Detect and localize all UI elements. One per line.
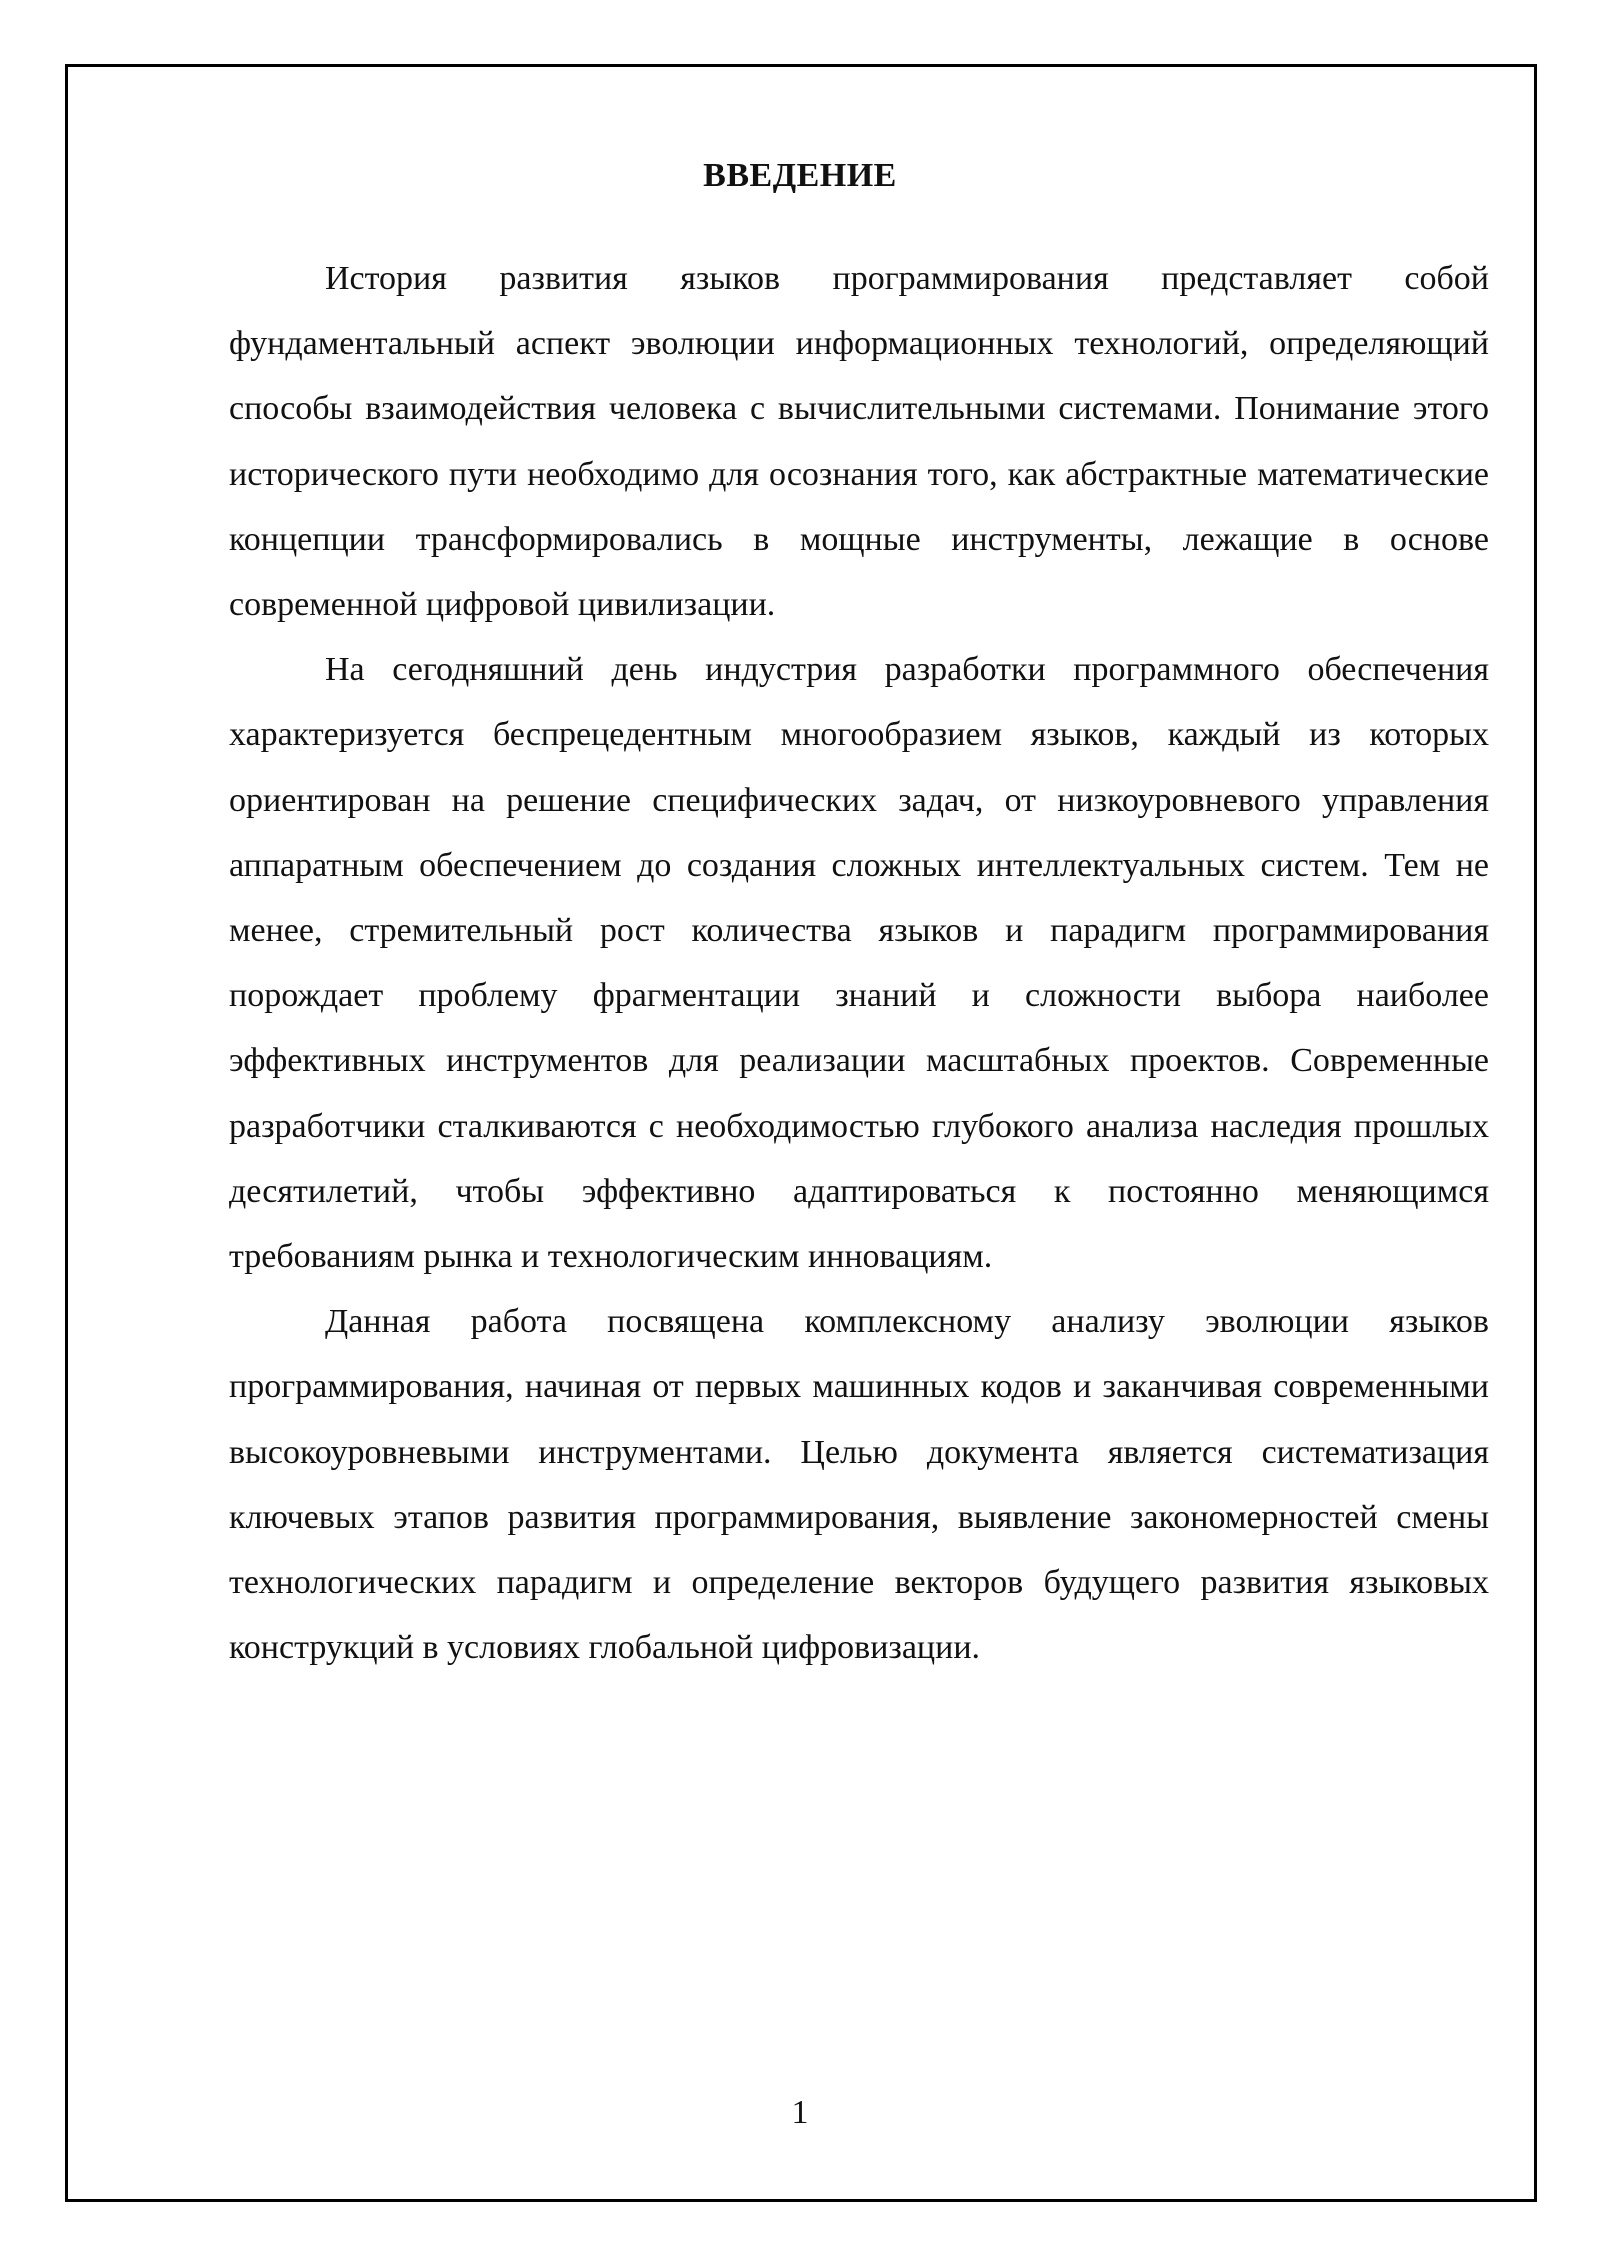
paragraph-2: На сегодняшний день индустрия разработки программного обеспечения характеризуется беспрецедентным многообразием языков, каждый из которых ориентирован на решение специфических задач, от низкоуровневого управления аппаратным обеспечением до создания сложных интеллектуальных систем. Тем не менее, стремительный рост количества языков и парадигм программирования порождает проблему фрагментации знаний и сложности выбора наиболее эффективных инструментов для реализации масштабных проектов. Современные разработчики сталкиваются с необходимостью глубокого анализа наследия прошлых десятилетий, чтобы эффективно адаптироваться к постоянно меняющимся требованиям рынка и технологическим инновациям.: [229, 651, 1489, 1276]
page-title: ВВЕДЕНИЕ: [703, 157, 897, 194]
page-number: 1: [791, 2094, 809, 2131]
document-body: [229, 246, 1489, 1680]
paragraph-3: Данная работа посвящена комплексному анализу эволюции языков программирования, начиная от первых машинных кодов и заканчивая современными высокоуровневыми инструментами. Целью документа является систематизация ключевых этапов развития программирования, выявление закономерностей смены технологических парадигм и определение векторов будущего развития языковых конструкций в условиях глобальной цифровизации.: [229, 1303, 1489, 1667]
paragraph-1: История развития языков программирования представляет собой фундаментальный аспект эволюции информационных технологий, определяющий способы взаимодействия человека с вычислительными системами. Понимание этого исторического пути необходимо для осознания того, как абстрактные математические концепции трансформировались в мощные инструменты, лежащие в основе современной цифровой цивилизации.: [229, 260, 1489, 624]
